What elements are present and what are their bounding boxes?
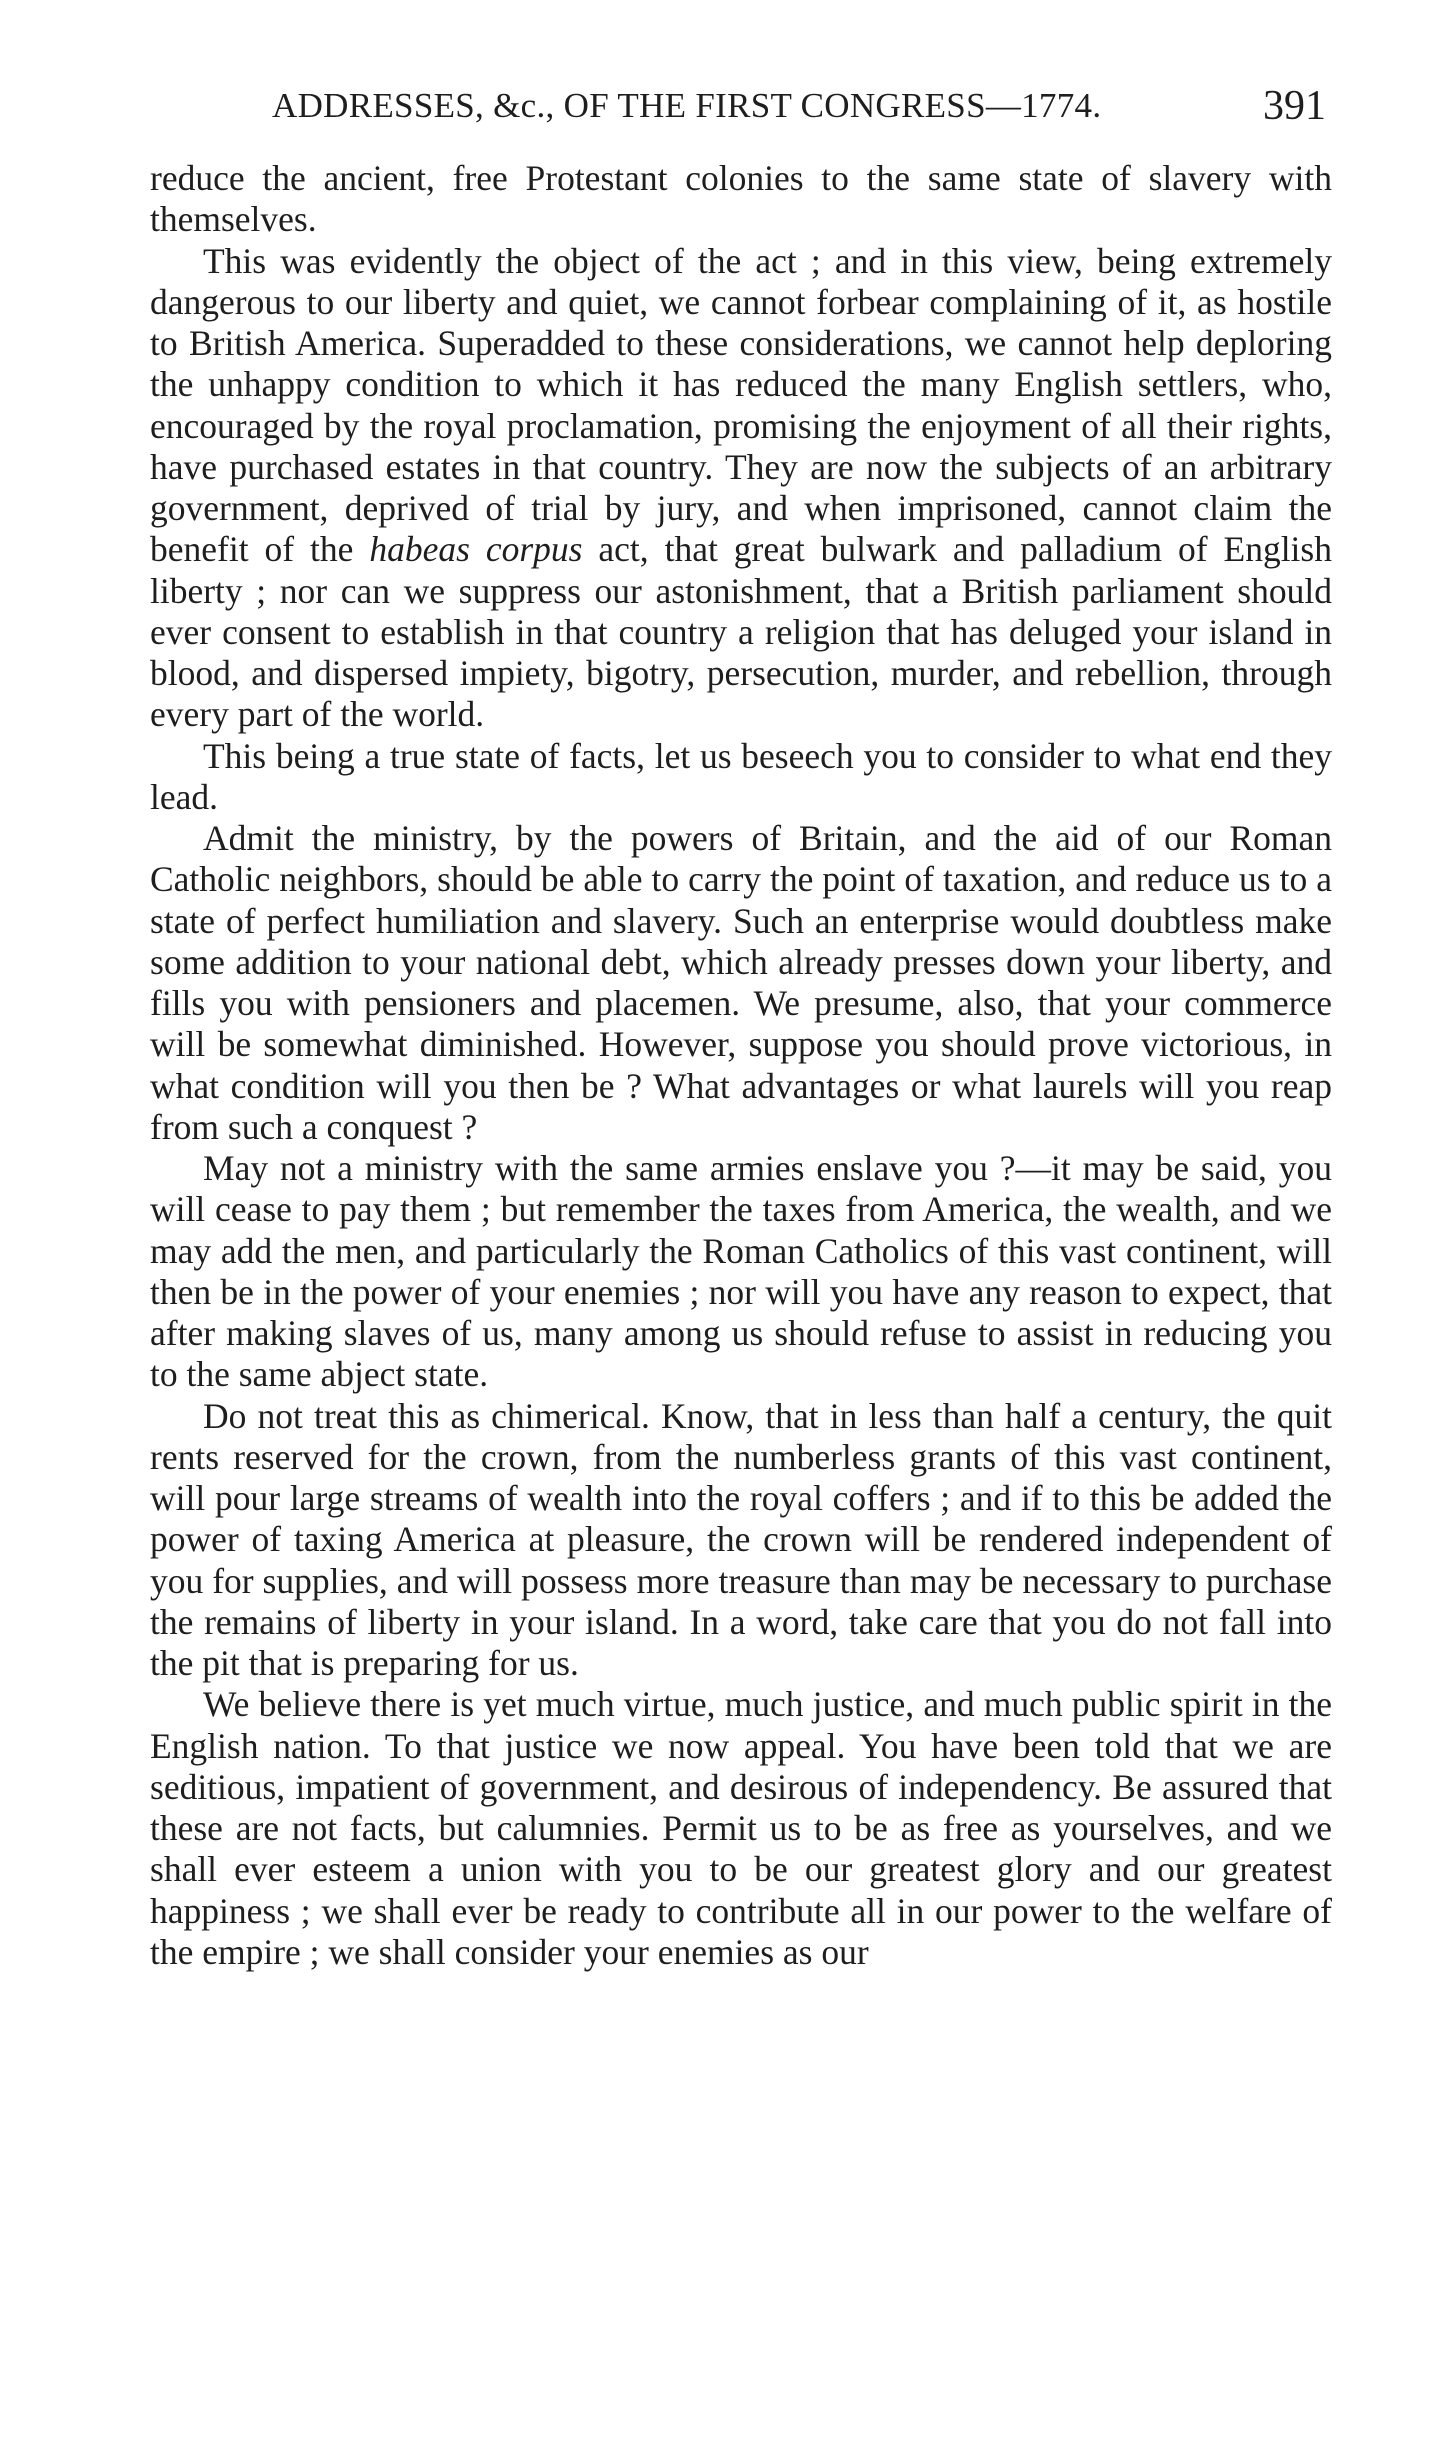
paragraph (150, 1684, 1332, 1973)
paragraph-text: Admit the ministry, by the powers of Britain, and the aid of our Roman Catholic neighbors, should be able to carry the point of taxation, and reduce us to a state of perfect humiliation and slavery. Such an enterprise would doubtless make some addition to your national debt, which already presses down your liberty, and fills you with pensioners and placemen. We presume, also, that your commerce will be somewhat diminished. However, suppose you should prove victorious, in what condition will you then be ? What advantages or what laurels will you reap from such a conquest ? (150, 818, 1332, 1147)
page-number: 391 (1263, 83, 1326, 129)
paragraph (150, 818, 1332, 1148)
paragraph-text: Do not treat this as chimerical. Know, that in less than half a century, the quit rents reserved for the crown, from the numberless grants of this vast continent, will pour large streams of wealth into the royal coffers ; and if to this be added the power of taxing America at pleasure, the crown will be rendered independent of you for supplies, and will possess more treasure than may be necessary to purchase the remains of liberty in your island. In a word, take care that you do not fall into the pit that is preparing for us. (150, 1395, 1332, 1683)
paragraph-text: act, that great bulwark and palladium of English liberty ; nor can we suppress our astonishment, that a British parliament should ever consent to establish in that country a religion that has deluged your island in blood, and dispersed impiety, bigotry, persecution, murder, and rebellion, through every part of the world. (150, 529, 1332, 735)
paragraph (150, 241, 1332, 736)
body-text (150, 158, 1332, 1973)
paragraph (150, 1396, 1332, 1685)
paragraph-text: We believe there is yet much virtue, much justice, and much public spirit in the English nation. To that justice we now appeal. You have been told that we are seditious, impatient of government, and desirous of independency. Be assured that these are not facts, but calumnies. Permit us to be as free as yourselves, and we shall ever esteem a union with you to be our greatest glory and our greatest happiness ; we shall ever be ready to contribute all in our power to the welfare of the empire ; we shall consider your enemies as our (150, 1684, 1332, 1972)
paragraph-text: This being a true state of facts, let us beseech you to consider to what end they lead. (150, 735, 1332, 817)
paragraph-continuation (150, 158, 1332, 241)
paragraph-text: May not a ministry with the same armies enslave you ?—it may be said, you will cease to pay them ; but remember the taxes from America, the wealth, and we may add the men, and particularly the Roman Catholics of this vast continent, will then be in the power of your enemies ; nor will you have any reason to expect, that after making slaves of us, many among us should refuse to assist in reducing you to the same abject state. (150, 1148, 1332, 1395)
italic-term: habeas corpus (369, 529, 583, 570)
running-head (272, 78, 1332, 138)
paragraph (150, 736, 1332, 819)
paragraph-text: This was evidently the object of the act ; and in this view, being extremely dangerous to our liberty and quiet, we cannot forbear complaining of it, as hostile to British America. Superadded to these considerations, we cannot help deploring the unhappy condition to which it has reduced the many English settlers, who, encouraged by the royal proclamation, promising the enjoyment of all their rights, have purchased estates in that country. They are now the subjects of an arbitrary government, deprived of trial by jury, and when imprisoned, cannot claim the benefit of the (150, 240, 1332, 570)
paragraph (150, 1148, 1332, 1396)
running-title: ADDRESSES, &c., OF THE FIRST CONGRESS—1774. (272, 86, 1102, 125)
paragraph-text: reduce the ancient, free Protestant colonies to the same state of slavery with themselves. (150, 158, 1332, 240)
